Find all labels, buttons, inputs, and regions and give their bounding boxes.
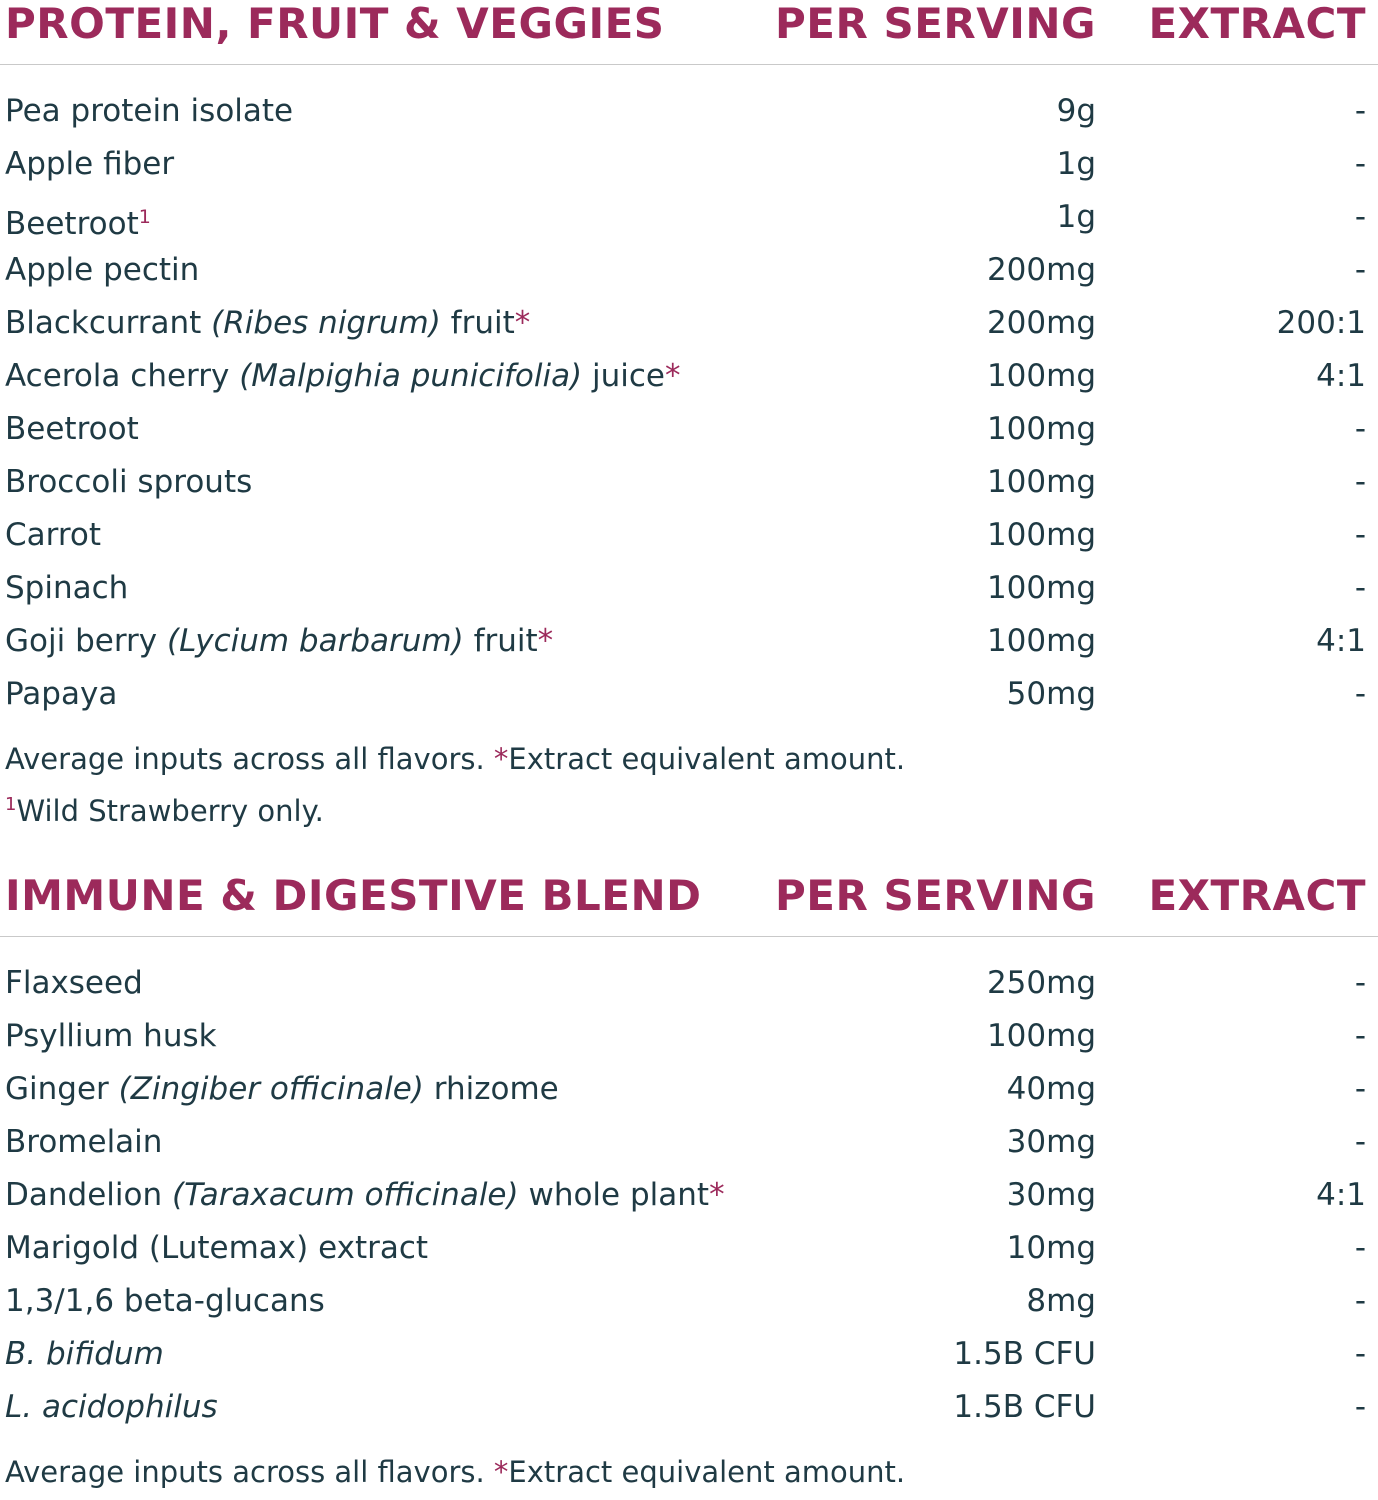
ingredient-label: Goji berry: [5, 623, 158, 659]
per-serving-value: 200mg: [986, 252, 1096, 288]
per-serving-value: 1g: [1056, 199, 1096, 235]
extract-asterisk: *: [665, 358, 681, 394]
ingredient-label: Blackcurrant: [5, 305, 202, 341]
per-serving-value: 8mg: [1026, 1283, 1096, 1319]
plant-part: extract: [318, 1230, 429, 1266]
extract-header: EXTRACT: [1148, 0, 1366, 48]
per-serving-value: 30mg: [1006, 1177, 1096, 1213]
per-serving-value: 9g: [1056, 93, 1096, 129]
ingredient-name: [5, 957, 143, 1010]
ingredient-name: [5, 191, 151, 251]
plant-part: whole plant: [528, 1177, 710, 1213]
per-serving-value: 40mg: [1006, 1071, 1096, 1107]
extract-value: -: [1354, 146, 1366, 182]
ingredient-row: [0, 456, 1378, 509]
per-serving-value: 1.5B CFU: [953, 1336, 1096, 1372]
ingredient-row: [0, 297, 1378, 350]
footnote-strawberry: [0, 782, 1378, 834]
extract-value: -: [1354, 252, 1366, 288]
plant-part: fruit: [473, 623, 538, 659]
ingredient-row: [0, 668, 1378, 721]
latin-name: (Malpighia punicifolia): [239, 358, 583, 394]
ingredient-name: [5, 562, 128, 615]
per-serving-header: PER SERVING: [775, 0, 1096, 48]
ingredient-name: [5, 456, 252, 509]
per-serving-value: 100mg: [986, 464, 1096, 500]
extract-value: -: [1354, 1071, 1366, 1107]
section-immune-digestive-blend: [0, 872, 1378, 1495]
ingredient-list: [0, 65, 1378, 721]
ingredient-row: [0, 1328, 1378, 1381]
ingredient-row: [0, 191, 1378, 244]
ingredient-row: [0, 1116, 1378, 1169]
per-serving-value: 250mg: [986, 965, 1096, 1001]
ingredient-label: Ginger: [5, 1071, 109, 1107]
ingredient-row: [0, 138, 1378, 191]
ingredient-label: B. bifidum: [5, 1336, 164, 1372]
extract-value: -: [1354, 1018, 1366, 1054]
ingredient-row: [0, 957, 1378, 1010]
ingredient-name: [5, 350, 681, 403]
extract-value: -: [1354, 93, 1366, 129]
extract-value: 4:1: [1316, 623, 1366, 659]
ingredient-label: Carrot: [5, 517, 102, 553]
ingredient-label: Apple pectin: [5, 252, 200, 288]
footnote-text: Average inputs across all flavors.: [5, 742, 494, 776]
ingredient-label: Apple fiber: [5, 146, 175, 182]
section-header: [0, 872, 1378, 937]
ingredient-name: [5, 403, 139, 456]
latin-name: (Lycium barbarum): [166, 623, 464, 659]
ingredient-row: [0, 1381, 1378, 1434]
extract-value: -: [1354, 965, 1366, 1001]
extract-asterisk: *: [514, 305, 531, 341]
ingredient-label: Beetroot: [5, 411, 139, 447]
extract-value: -: [1354, 1336, 1366, 1372]
ingredient-name: [5, 1169, 725, 1222]
plant-part: juice: [592, 358, 666, 394]
section-title: PROTEIN, FRUIT & VEGGIES: [5, 0, 665, 48]
section-title: IMMUNE & DIGESTIVE BLEND: [5, 871, 702, 920]
ingredient-name: [5, 138, 174, 191]
extract-value: -: [1354, 676, 1366, 712]
per-serving-value: 100mg: [986, 623, 1096, 659]
ingredient-name: [5, 1222, 428, 1275]
footnote-star: *: [493, 1455, 509, 1489]
ingredient-row: [0, 1169, 1378, 1222]
ingredient-label: Broccoli sprouts: [5, 464, 253, 500]
ingredient-row: [0, 403, 1378, 456]
extract-value: -: [1354, 411, 1366, 447]
footnote-strawberry-text: Wild Strawberry only.: [16, 794, 324, 828]
plant-part: rhizome: [433, 1071, 559, 1107]
ingredient-label: Acerola cherry: [5, 358, 230, 394]
ingredient-label: Pea protein isolate: [5, 93, 294, 129]
ingredient-list: [0, 937, 1378, 1434]
per-serving-value: 30mg: [1006, 1124, 1096, 1160]
ingredient-name: [5, 668, 117, 721]
section-header: [0, 0, 1378, 65]
footnote-text-extract: Extract equivalent amount.: [508, 742, 906, 776]
ingredient-name: [5, 1116, 162, 1169]
extract-header: EXTRACT: [1148, 871, 1366, 920]
ingredient-row: [0, 350, 1378, 403]
ingredient-name: [5, 509, 101, 562]
ingredient-row: [0, 615, 1378, 668]
extract-value: 4:1: [1316, 1177, 1366, 1213]
ingredient-name: [5, 1275, 325, 1328]
footnote-text: Average inputs across all flavors.: [5, 1455, 494, 1489]
extract-value: -: [1354, 464, 1366, 500]
per-serving-value: 50mg: [1006, 676, 1096, 712]
ingredient-row: [0, 1222, 1378, 1275]
ingredient-row: [0, 1010, 1378, 1063]
ingredient-label: Marigold: [5, 1230, 140, 1266]
footnote-average: [0, 1449, 1378, 1495]
ingredient-row: [0, 85, 1378, 138]
per-serving-value: 100mg: [986, 517, 1096, 553]
brand-name: (Lutemax): [148, 1230, 309, 1266]
ingredient-row: [0, 1275, 1378, 1328]
per-serving-value: 200mg: [986, 305, 1096, 341]
per-serving-value: 10mg: [1006, 1230, 1096, 1266]
ingredient-name: [5, 85, 293, 138]
extract-value: -: [1354, 1283, 1366, 1319]
extract-value: -: [1354, 1389, 1366, 1425]
ingredient-label: L. acidophilus: [5, 1389, 218, 1425]
ingredient-label: Spinach: [5, 570, 129, 606]
extract-value: 4:1: [1316, 358, 1366, 394]
per-serving-value: 100mg: [986, 411, 1096, 447]
ingredient-name: [5, 1381, 218, 1434]
footnote-marker: 1: [138, 206, 151, 228]
ingredient-name: [5, 1328, 164, 1381]
per-serving-value: 1g: [1056, 146, 1096, 182]
per-serving-value: 100mg: [986, 570, 1096, 606]
ingredient-label: Beetroot: [5, 206, 139, 242]
ingredient-row: [0, 1063, 1378, 1116]
ingredient-name: [5, 1063, 559, 1116]
ingredient-label: 1,3/1,6 beta-glucans: [5, 1283, 325, 1319]
ingredient-name: [5, 615, 553, 668]
extract-value: -: [1354, 199, 1366, 235]
extract-asterisk: *: [537, 623, 554, 659]
ingredient-row: [0, 562, 1378, 615]
plant-part: fruit: [450, 305, 515, 341]
latin-name: (Ribes nigrum): [211, 305, 441, 341]
extract-value: -: [1354, 517, 1366, 553]
ingredient-label: Papaya: [5, 676, 118, 712]
ingredient-label: Flaxseed: [5, 965, 143, 1001]
per-serving-value: 1.5B CFU: [953, 1389, 1096, 1425]
latin-name: (Zingiber officinale): [118, 1071, 424, 1107]
footnote-sup: 1: [5, 794, 17, 815]
ingredient-row: [0, 244, 1378, 297]
per-serving-value: 100mg: [986, 1018, 1096, 1054]
extract-value: 200:1: [1276, 305, 1366, 341]
footnote-average: [0, 736, 1378, 782]
footnote-star: *: [493, 742, 509, 776]
ingredient-label: Bromelain: [5, 1124, 163, 1160]
ingredient-name: [5, 244, 199, 297]
extract-value: -: [1354, 1124, 1366, 1160]
latin-name: (Taraxacum officinale): [171, 1177, 519, 1213]
ingredient-name: [5, 297, 530, 350]
per-serving-header: PER SERVING: [775, 871, 1096, 920]
per-serving-value: 100mg: [986, 358, 1096, 394]
extract-asterisk: *: [709, 1177, 725, 1213]
footnote-text-extract: Extract equivalent amount.: [508, 1455, 906, 1489]
extract-value: -: [1354, 1230, 1366, 1266]
extract-value: -: [1354, 570, 1366, 606]
ingredient-name: [5, 1010, 217, 1063]
ingredient-row: [0, 509, 1378, 562]
ingredient-label: Psyllium husk: [5, 1018, 217, 1054]
ingredient-label: Dandelion: [5, 1177, 163, 1213]
